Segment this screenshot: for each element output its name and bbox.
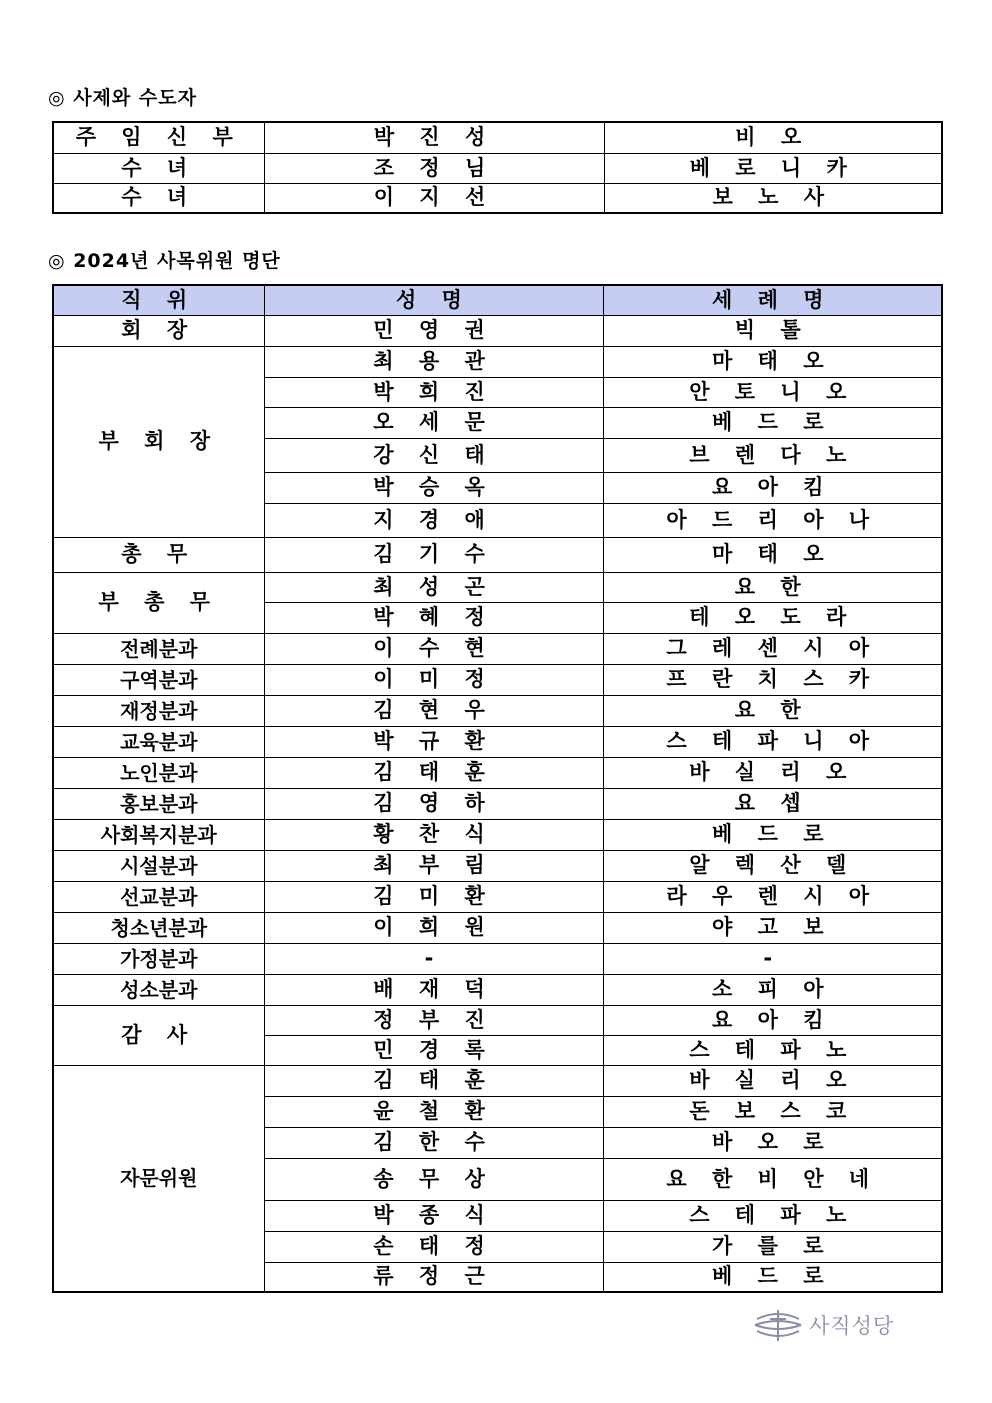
name-cell: 김 영 하 (264, 788, 603, 819)
name-cell: 최 성 곤 (264, 572, 603, 602)
name-cell: 지 경 애 (264, 503, 603, 537)
table-row (53, 974, 942, 1005)
name-cell: 이 수 현 (264, 633, 603, 664)
table-row (53, 912, 942, 943)
table-row (53, 664, 942, 695)
baptismal-cell: 그 레 센 시 아 (603, 633, 942, 664)
name-cell: 김 한 수 (264, 1127, 603, 1158)
table-row (53, 695, 942, 726)
table-row (53, 1005, 942, 1035)
position-cell: 전례분과 (53, 633, 264, 664)
baptismal-cell: - (603, 943, 942, 974)
table-row (53, 881, 942, 912)
table-row (53, 1065, 942, 1096)
position-cell: 홍보분과 (53, 788, 264, 819)
table-row (53, 850, 942, 881)
baptismal-cell: 브 렌 다 노 (603, 438, 942, 472)
position-cell: 구역분과 (53, 664, 264, 695)
header-baptismal: 세 례 명 (603, 285, 942, 315)
name-cell: 최 부 림 (264, 850, 603, 881)
committee-section-title: ◎ 2024년 사목위원 명단 (48, 250, 281, 272)
baptismal-cell: 알 렉 산 델 (603, 850, 942, 881)
name-cell: 배 재 덕 (264, 974, 603, 1005)
baptismal-cell: 아 드 리 아 나 (603, 503, 942, 537)
name-cell: 민 경 록 (264, 1035, 603, 1065)
name-cell: 박 규 환 (264, 726, 603, 757)
position-cell: 가정분과 (53, 943, 264, 974)
baptismal-cell: 안 토 니 오 (603, 377, 942, 407)
name-cell: 박 승 옥 (264, 472, 603, 503)
baptismal-cell: 베 드 로 (603, 819, 942, 850)
priests-table (52, 121, 943, 214)
baptismal-cell: 돈 보 스 코 (603, 1096, 942, 1127)
position-cell: 총 무 (53, 537, 264, 572)
position-cell: 성소분과 (53, 974, 264, 1005)
name-cell: 박 희 진 (264, 377, 603, 407)
position-cell: 재정분과 (53, 695, 264, 726)
table-row (53, 315, 942, 346)
baptismal-cell: 야 고 보 (603, 912, 942, 943)
baptismal-cell: 바 실 리 오 (603, 757, 942, 788)
baptismal-cell: 소 피 아 (603, 974, 942, 1005)
role-cell: 수 녀 (53, 153, 264, 183)
name-cell: 오 세 문 (264, 407, 603, 438)
baptismal-cell: 스 테 파 노 (603, 1200, 942, 1231)
header-position: 직 위 (53, 285, 264, 315)
position-cell: 노인분과 (53, 757, 264, 788)
baptismal-cell: 요 아 킴 (603, 472, 942, 503)
name-cell: 박 진 성 (264, 122, 604, 153)
baptismal-cell: 마 태 오 (603, 346, 942, 377)
baptismal-cell: 라 우 렌 시 아 (603, 881, 942, 912)
table-row (53, 122, 942, 153)
baptismal-cell: 요 아 킴 (603, 1005, 942, 1035)
table-row (53, 346, 942, 377)
position-cell: 사회복지분과 (53, 819, 264, 850)
name-cell: 정 부 진 (264, 1005, 603, 1035)
table-row (53, 633, 942, 664)
baptismal-cell: 스 테 파 노 (603, 1035, 942, 1065)
name-cell: 김 현 우 (264, 695, 603, 726)
baptismal-cell: 요 셉 (603, 788, 942, 819)
baptismal-cell: 스 테 파 니 아 (603, 726, 942, 757)
baptismal-cell: 가 를 로 (603, 1231, 942, 1262)
table-row (53, 943, 942, 974)
header-row (53, 285, 942, 315)
name-cell: - (264, 943, 603, 974)
table-row (53, 537, 942, 572)
logo-text: 사직성당 (809, 1314, 895, 1338)
name-cell: 이 지 선 (264, 183, 604, 213)
baptismal-cell: 보 노 사 (604, 183, 942, 213)
name-cell: 박 혜 정 (264, 602, 603, 633)
table-row (53, 788, 942, 819)
table-row (53, 183, 942, 213)
name-cell: 조 정 님 (264, 153, 604, 183)
name-cell: 황 찬 식 (264, 819, 603, 850)
baptismal-cell: 테 오 도 라 (603, 602, 942, 633)
role-cell: 수 녀 (53, 183, 264, 213)
baptismal-cell: 마 태 오 (603, 537, 942, 572)
name-cell: 윤 철 환 (264, 1096, 603, 1127)
header-name: 성 명 (264, 285, 603, 315)
baptismal-cell: 요 한 (603, 572, 942, 602)
name-cell: 이 미 정 (264, 664, 603, 695)
name-cell: 류 정 근 (264, 1262, 603, 1292)
position-cell: 시설분과 (53, 850, 264, 881)
baptismal-cell: 비 오 (604, 122, 942, 153)
name-cell: 손 태 정 (264, 1231, 603, 1262)
position-cell: 부 총 무 (53, 572, 264, 633)
position-cell: 교육분과 (53, 726, 264, 757)
baptismal-cell: 베 드 로 (603, 1262, 942, 1292)
position-cell: 부 회 장 (53, 346, 264, 537)
name-cell: 김 미 환 (264, 881, 603, 912)
baptismal-cell: 베 로 니 카 (604, 153, 942, 183)
baptismal-cell: 요 한 비 안 네 (603, 1158, 942, 1200)
baptismal-cell: 베 드 로 (603, 407, 942, 438)
priests-section-title: ◎ 사제와 수도자 (48, 87, 197, 109)
table-row (53, 153, 942, 183)
name-cell: 최 용 관 (264, 346, 603, 377)
position-cell: 선교분과 (53, 881, 264, 912)
church-logo (753, 1305, 894, 1345)
name-cell: 김 태 훈 (264, 757, 603, 788)
name-cell: 강 신 태 (264, 438, 603, 472)
baptismal-cell: 바 실 리 오 (603, 1065, 942, 1096)
baptismal-cell: 빅 톨 (603, 315, 942, 346)
position-cell: 회 장 (53, 315, 264, 346)
table-row (53, 819, 942, 850)
table-row (53, 726, 942, 757)
church-emblem-icon (753, 1307, 803, 1343)
name-cell: 민 영 권 (264, 315, 603, 346)
baptismal-cell: 프 란 치 스 카 (603, 664, 942, 695)
role-cell: 주 임 신 부 (53, 122, 264, 153)
position-cell: 청소년분과 (53, 912, 264, 943)
name-cell: 송 무 상 (264, 1158, 603, 1200)
baptismal-cell: 바 오 로 (603, 1127, 942, 1158)
name-cell: 김 기 수 (264, 537, 603, 572)
name-cell: 이 희 원 (264, 912, 603, 943)
table-row (53, 757, 942, 788)
name-cell: 김 태 훈 (264, 1065, 603, 1096)
position-cell: 자문위원 (53, 1065, 264, 1292)
name-cell: 박 종 식 (264, 1200, 603, 1231)
committee-table (52, 284, 943, 1293)
table-row (53, 572, 942, 602)
position-cell: 감 사 (53, 1005, 264, 1065)
baptismal-cell: 요 한 (603, 695, 942, 726)
